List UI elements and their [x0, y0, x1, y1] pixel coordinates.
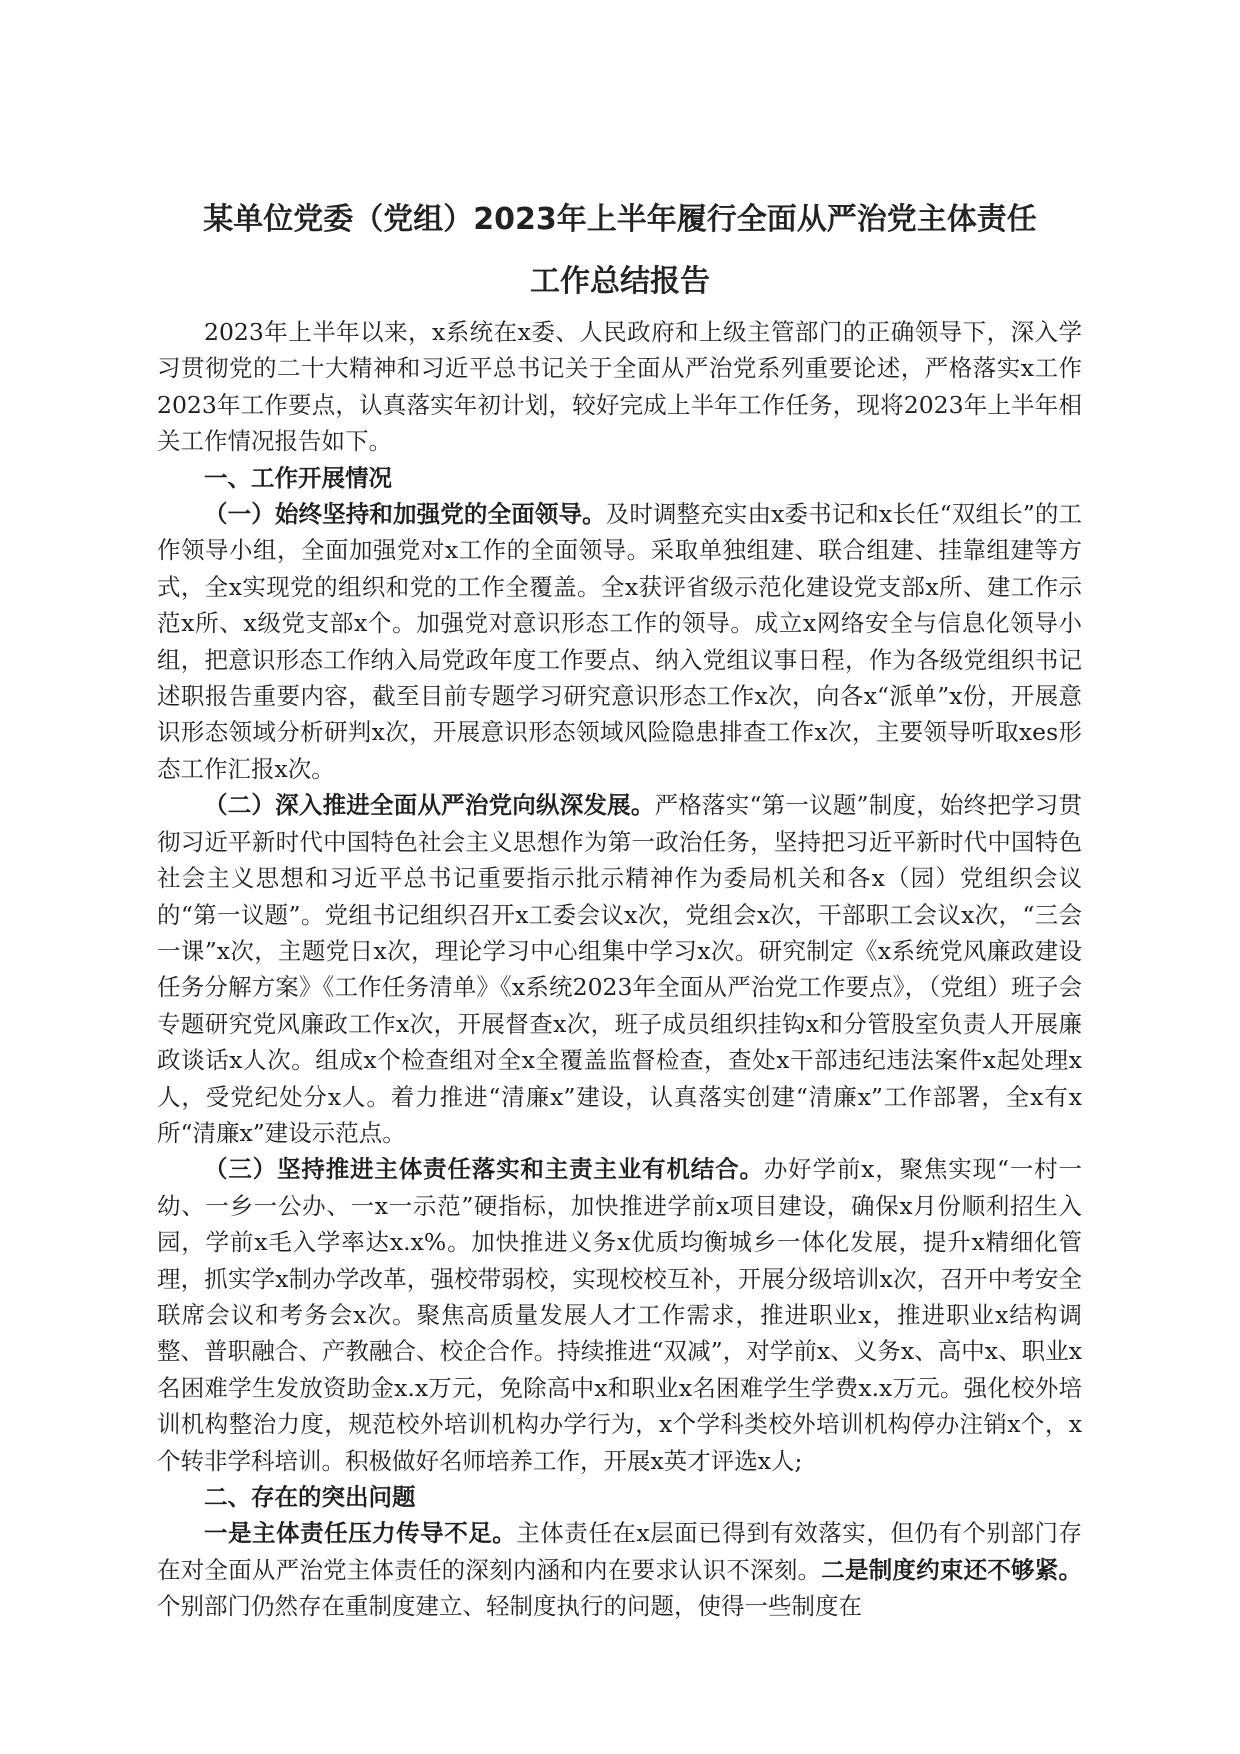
paragraph-2-lead: （二）深入推进全面从严治党向纵深发展。 [204, 791, 655, 820]
paragraph-4-lead-1: 一是主体责任压力传导不足。 [204, 1519, 517, 1548]
paragraph-1-text: 及时调整充实由x委书记和x长任“双组长”的工作领导小组，全面加强党对x工作的全面领导。采取单独组建、联合组建、挂靠组建等方式，全x实现党的组织和党的工作全覆盖。全x获评省级示范化建设党支部x所、建工作示范x所、x级党支部x个。加强党对意识形态工作的领导。成立x网络安全与信息化领导小组，把意识形态工作纳入局党政年度工作要点、纳入党组议事日程，作为各级党组织书记述职报告重要内容，截至目前专题学习研究意识形态工作x次，向各x“派单”x份，开展意识形态领域分析研判x次，开展意识形态领域风险隐患排查工作x次，主要领导听取xes形态工作汇报x次。 [157, 500, 1082, 783]
paragraph-4-text-1: 主体责任在x层面已得到有效落实，但仍有个别部门存在对全面从严治党主体责任的深刻内涵和内在要求认识不深刻。 [157, 1519, 1082, 1584]
paragraph-1-lead: （一）始终坚持和加强党的全面领导。 [204, 500, 606, 529]
intro-paragraph: 2023年上半年以来，x系统在x委、人民政府和上级主管部门的正确领导下，深入学习贯彻党的二十大精神和习近平总书记关于全面从严治党系列重要论述，严格落实x工作2023年工作要点，认真落实年初计划，较好完成上半年工作任务，现将2023年上半年相关工作情况报告如下。 [157, 318, 1082, 456]
paragraph-4-lead-2: 二是制度约束还不够紧。 [821, 1555, 1083, 1584]
paragraph-2-text: 严格落实“第一议题”制度，始终把学习贯彻习近平新时代中国特色社会主义思想作为第一政治任务，坚持把习近平新时代中国特色社会主义思想和习近平总书记重要指示批示精神作为委局机关和各x（园）党组织会议的“第一议题”。党组书记组织召开x工委会议x次，党组会x次，干部职工会议x次，“三会一课”x次，主题党日x次，理论学习中心组集中学习x次。研究制定《x系统党风廉政建设任务分解方案》《工作任务清单》《x系统2023年全面从严治党工作要点》，（党组）班子会专题研究党风廉政工作x次，开展督查x次，班子成员组织挂钩x和分管股室负责人开展廉政谈话x人次。组成x个检查组对全x全覆盖监督检查，查处x干部违纪违法案件x起处理x人，受党纪处分x人。着力推进“清廉x”建设，认真落实创建“清廉x”工作部署，全x有x所“清廉x”建设示范点。 [157, 791, 1082, 1147]
document-body [157, 314, 1082, 1625]
paragraph-4 [157, 1515, 1082, 1624]
section-1-heading: 一、工作开展情况 [204, 463, 392, 492]
title-line-2: 工作总结报告 [530, 264, 710, 299]
paragraph-3-text: 办好学前x，聚焦实现“一村一幼、一乡一公办、一x一示范”硬指标，加快推进学前x项目建设，确保x月份顺利招生入园，学前x毛入学率达x.x%。加快推进义务x优质均衡城乡一体化发展，提升x精细化管理，抓实学x制办学改革，强校带弱校，实现校校互补，开展分级培训x次，召开中考安全联席会议和考务会x次。聚焦高质量发展人才工作需求，推进职业x，推进职业x结构调整、普职融合、产教融合、校企合作。持续推进“双减”，对学前x、义务x、高中x、职业x名困难学生发放资助金x.x万元，免除高中x和职业x名困难学生学费x.x万元。强化校外培训机构整治力度，规范校外培训机构办学行为，x个学科类校外培训机构停办注销x个，x个转非学科培训。积极做好名师培养工作，开展x英才评选x人; [157, 1155, 1082, 1475]
section-2-heading: 二、存在的突出问题 [204, 1483, 416, 1511]
paragraph-1 [157, 496, 1082, 787]
paragraph-3-lead: （三）坚持推进主体责任落实和主责主业有机结合。 [204, 1155, 764, 1184]
paragraph-2 [157, 787, 1082, 1151]
paragraph-4-text-2: 个别部门仍然存在重制度建立、轻制度执行的问题，使得一些制度在 [157, 1592, 862, 1621]
title-line-1: 某单位党委（党组）2023年上半年履行全面从严治党主体责任 [203, 202, 1037, 237]
paragraph-3 [157, 1151, 1082, 1479]
